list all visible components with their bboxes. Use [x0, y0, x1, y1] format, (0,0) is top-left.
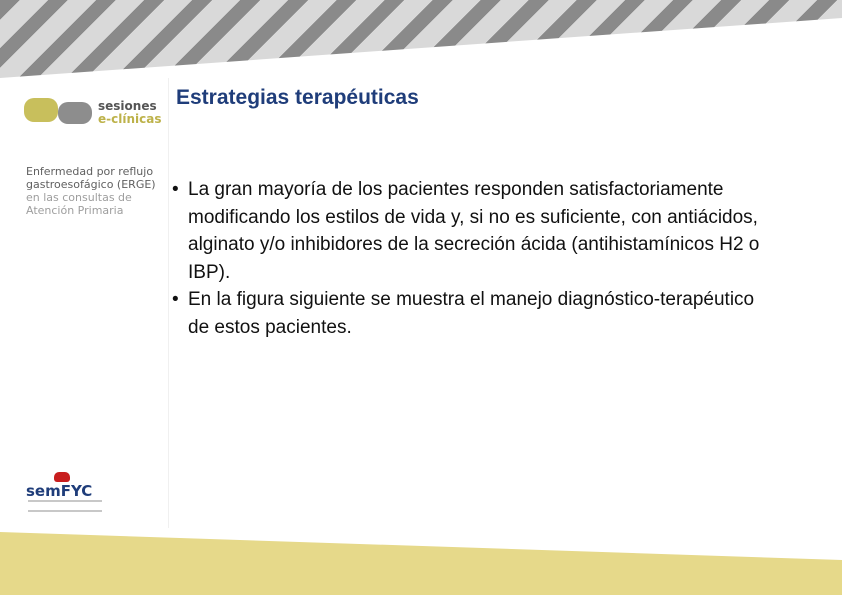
bullet-item	[172, 176, 772, 286]
speech-bubble-icon	[24, 98, 58, 122]
semfyc-tagline-lines	[28, 500, 102, 512]
sidebar-topic-line: Atención Primaria	[26, 204, 124, 217]
top-decorative-band	[0, 0, 842, 78]
semfyc-wordmark: semFYC	[26, 482, 93, 500]
sidebar-topic-line: gastroesofágico (ERGE)	[26, 178, 156, 191]
sidebar-topic-line: Enfermedad por reflujo	[26, 165, 154, 178]
bullet-item	[172, 286, 772, 341]
bullet-glyph: •	[172, 179, 179, 200]
bullet-list	[172, 176, 772, 341]
semfyc-emblem-icon	[54, 472, 70, 482]
logo-line-1: sesiones	[98, 99, 157, 113]
logo-wordmark	[98, 100, 161, 126]
content-divider	[168, 78, 169, 528]
slide-title: Estrategias terapéuticas	[176, 86, 419, 109]
sidebar-topic	[26, 165, 166, 217]
bullet-text: La gran mayoría de los pacientes responden satisfactoriamente modificando los estilos de vida y, si no es suficiente, con antiácidos, alginato y/o inhibidores de la secreción ácida (antihistamínicos H2 o IBP).	[188, 179, 760, 283]
bottom-decorative-band	[0, 520, 842, 595]
logo-line-2: e-clínicas	[98, 112, 162, 126]
bullet-text: En la figura siguiente se muestra el manejo diagnóstico-terapéutico de estos pacientes.	[188, 289, 755, 338]
sidebar-topic-line: en las consultas de	[26, 191, 132, 204]
semfyc-logo	[26, 470, 106, 514]
sesiones-eclinicas-logo	[24, 92, 164, 132]
bullet-glyph: •	[172, 289, 179, 310]
speech-bubble-icon	[58, 102, 92, 124]
